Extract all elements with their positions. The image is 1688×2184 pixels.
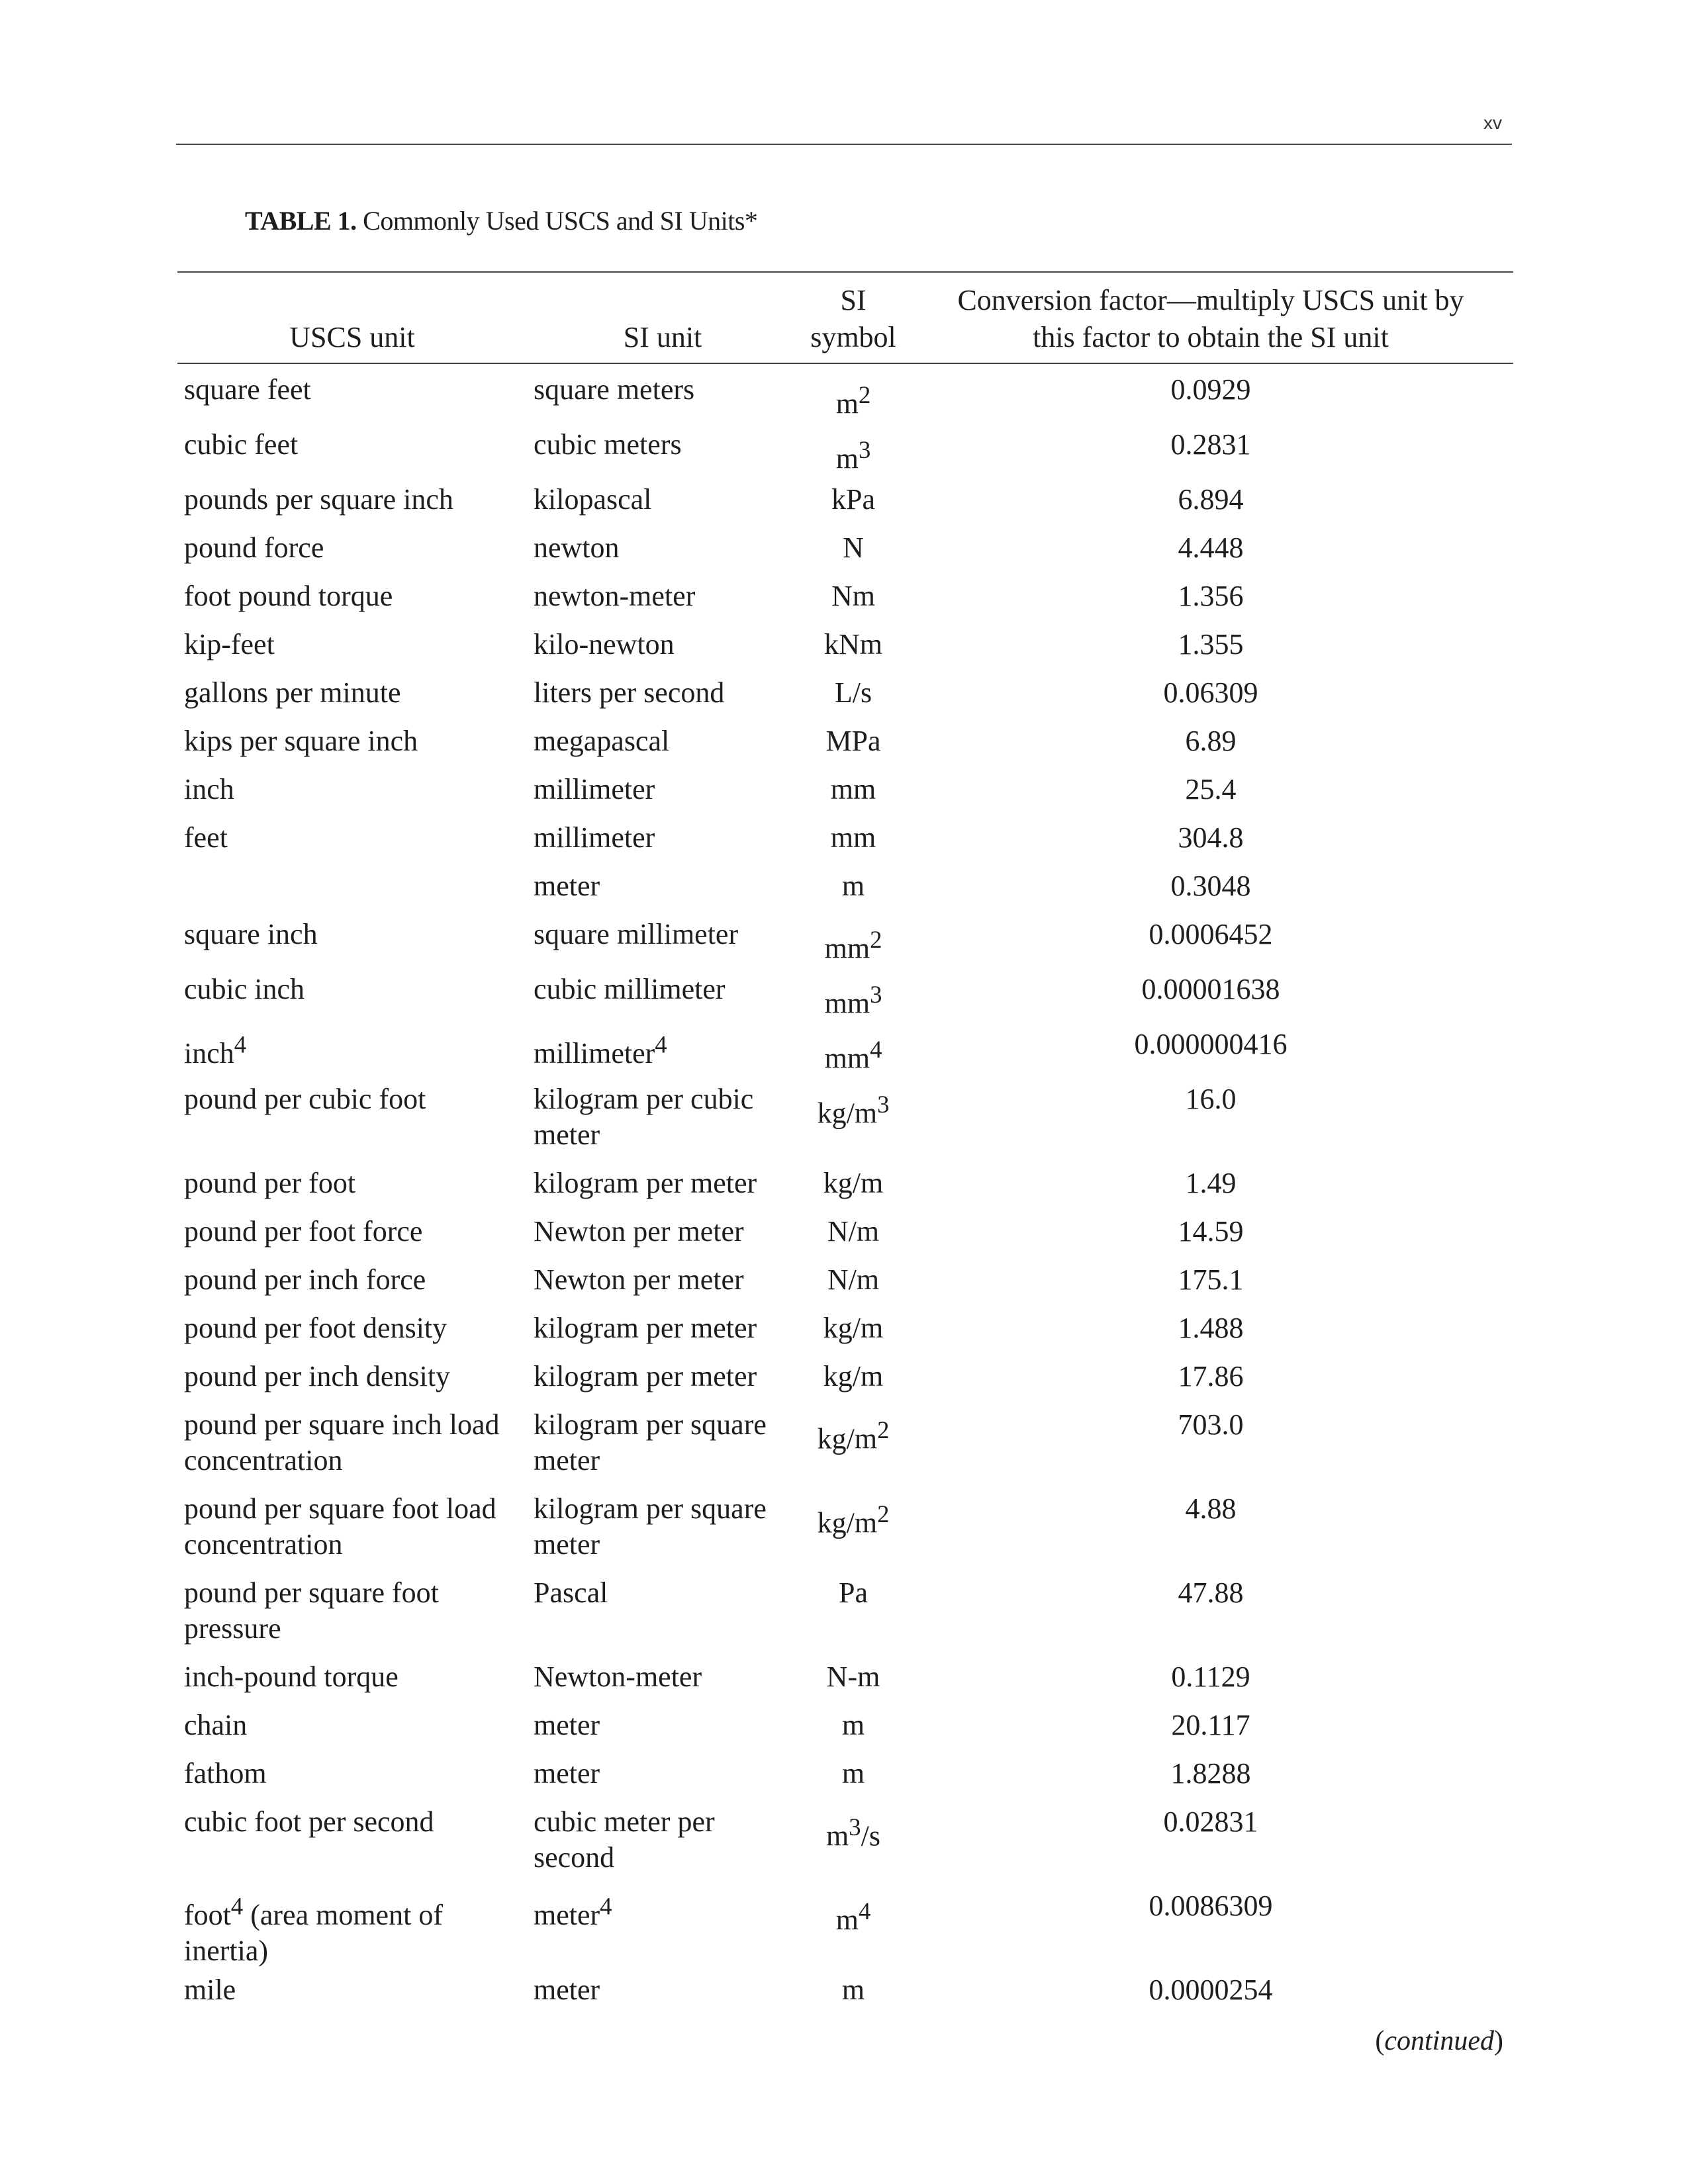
uscs-unit-cell <box>177 772 527 820</box>
si-unit-cell-superscript: 4 <box>655 1030 667 1058</box>
si-symbol-cell-text: m <box>835 1903 859 1936</box>
si-symbol-cell-superscript: 2 <box>870 926 882 953</box>
si-symbol-cell-text: m <box>841 1757 865 1790</box>
si-unit-cell-text: meter <box>534 870 600 902</box>
si-symbol-cell-text: kg/m <box>817 1422 878 1455</box>
si-unit-cell <box>527 1262 798 1310</box>
si-unit-cell <box>527 1972 798 2021</box>
uscs-unit-cell-text: cubic inch <box>184 973 305 1005</box>
si-symbol-cell <box>798 1310 908 1359</box>
uscs-unit-cell-text: kip-feet <box>184 628 275 660</box>
si-unit-cell-text: Newton per meter <box>534 1215 744 1248</box>
si-unit-cell-text: newton-meter <box>534 580 696 612</box>
uscs-unit-cell-text: inch <box>184 1036 234 1069</box>
si-unit-cell <box>527 1359 798 1407</box>
si-symbol-cell-text: kNm <box>824 628 882 660</box>
uscs-unit-cell-text: chain <box>184 1709 248 1741</box>
si-unit-cell <box>527 1081 798 1165</box>
uscs-unit-cell <box>177 1888 527 1972</box>
conversion-factor-cell <box>908 363 1513 427</box>
conversion-factor-cell-text: 6.894 <box>1178 483 1244 516</box>
si-symbol-cell-superscript: 3 <box>858 436 871 463</box>
page-number: xv <box>1483 113 1502 133</box>
si-symbol-cell <box>798 627 908 675</box>
uscs-unit-cell-text: kips per square inch <box>184 725 418 757</box>
si-unit-cell <box>527 917 798 972</box>
si-symbol-cell-suffix: /s <box>861 1819 880 1852</box>
si-unit-cell-text: kilogram per square meter <box>534 1492 767 1561</box>
header-uscs-unit: USCS unit <box>177 272 527 363</box>
header-si-symbol-line1: SI <box>840 284 867 316</box>
uscs-unit-cell-text: pound per square foot load concentration <box>184 1492 496 1561</box>
conversion-factor-cell-text: 6.89 <box>1185 725 1237 757</box>
si-unit-cell-text: meter <box>534 1898 600 1931</box>
table-row <box>177 1081 1513 1165</box>
si-symbol-cell <box>798 972 908 1026</box>
table-row <box>177 1804 1513 1888</box>
si-unit-cell <box>527 1407 798 1491</box>
table-caption <box>245 205 757 236</box>
si-unit-cell-text: kilogram per cubic meter <box>534 1083 754 1151</box>
uscs-unit-cell <box>177 1756 527 1804</box>
si-symbol-cell-text: m <box>835 387 859 420</box>
si-unit-cell <box>527 578 798 627</box>
uscs-unit-cell <box>177 1707 527 1756</box>
si-unit-cell <box>527 1575 798 1659</box>
si-symbol-cell <box>798 1359 908 1407</box>
si-symbol-cell-superscript: 2 <box>877 1416 890 1443</box>
table-caption-title: Commonly Used USCS and SI Units* <box>363 206 758 236</box>
uscs-unit-cell <box>177 1165 527 1214</box>
uscs-unit-cell-superscript: 4 <box>230 1892 244 1919</box>
si-unit-cell <box>527 530 798 578</box>
si-symbol-cell-text: Nm <box>831 580 875 612</box>
si-symbol-cell-text: kg/m <box>823 1312 884 1344</box>
conversion-factor-cell-text: 4.448 <box>1178 531 1244 564</box>
si-symbol-cell-text: kg/m <box>817 1097 878 1130</box>
si-symbol-cell-superscript: 2 <box>858 381 871 408</box>
si-unit-cell-text: meter <box>534 1709 600 1741</box>
si-symbol-cell-superscript: 3 <box>870 981 882 1008</box>
si-unit-cell-text: cubic meters <box>534 428 682 461</box>
conversion-factor-cell <box>908 1214 1513 1262</box>
si-symbol-cell-text: kPa <box>831 483 875 516</box>
uscs-unit-cell <box>177 1359 527 1407</box>
si-symbol-cell-text: N <box>843 531 864 564</box>
si-unit-cell-superscript: 4 <box>600 1892 612 1919</box>
conversion-factor-cell <box>908 1026 1513 1081</box>
si-symbol-cell-text: mm <box>824 1042 870 1075</box>
header-si-symbol-line2: symbol <box>810 321 896 353</box>
table-row <box>177 1214 1513 1262</box>
table-row <box>177 1756 1513 1804</box>
uscs-unit-cell <box>177 675 527 723</box>
si-unit-cell <box>527 1707 798 1756</box>
conversion-factor-cell-text: 0.0086309 <box>1149 1889 1273 1922</box>
si-unit-cell-text: kilo-newton <box>534 628 675 660</box>
header-si-unit: SI unit <box>527 272 798 363</box>
table-row <box>177 772 1513 820</box>
uscs-unit-cell <box>177 917 527 972</box>
table-row <box>177 723 1513 772</box>
conversion-factor-cell-text: 1.8288 <box>1170 1757 1251 1790</box>
si-unit-cell-text: meter <box>534 1974 600 2006</box>
si-unit-cell-text: square meters <box>534 373 695 406</box>
si-unit-cell <box>527 1491 798 1575</box>
si-unit-cell <box>527 1026 798 1081</box>
si-unit-cell <box>527 1310 798 1359</box>
uscs-unit-cell <box>177 972 527 1026</box>
si-symbol-cell <box>798 530 908 578</box>
header-conversion-factor <box>908 272 1513 363</box>
uscs-unit-cell-text: foot pound torque <box>184 580 393 612</box>
si-symbol-cell <box>798 578 908 627</box>
conversion-factor-cell-text: 0.02831 <box>1163 1805 1258 1838</box>
si-symbol-cell-text: kg/m <box>823 1167 884 1199</box>
conversion-factor-cell-text: 0.3048 <box>1170 870 1251 902</box>
si-unit-cell-text: liters per second <box>534 676 725 709</box>
header-factor-line1: Conversion factor—multiply USCS unit by <box>957 284 1464 316</box>
si-unit-cell <box>527 482 798 530</box>
conversion-factor-cell-text: 20.117 <box>1171 1709 1250 1741</box>
si-unit-cell <box>527 723 798 772</box>
uscs-unit-cell-text: pound per square foot pressure <box>184 1576 439 1645</box>
header-rule <box>176 144 1512 145</box>
uscs-unit-cell <box>177 868 527 917</box>
table-row <box>177 627 1513 675</box>
uscs-unit-cell-text: cubic feet <box>184 428 299 461</box>
conversion-factor-cell-text: 0.000000416 <box>1134 1028 1288 1060</box>
conversion-factor-cell-text: 0.0929 <box>1170 373 1251 406</box>
si-symbol-cell-text: kg/m <box>817 1506 878 1539</box>
si-symbol-cell-text: L/s <box>834 676 872 709</box>
si-unit-cell-text: cubic millimeter <box>534 973 726 1005</box>
si-symbol-cell <box>798 1081 908 1165</box>
uscs-unit-cell <box>177 627 527 675</box>
conversion-factor-cell <box>908 1262 1513 1310</box>
table-body <box>177 363 1513 2021</box>
table-row <box>177 1707 1513 1756</box>
si-unit-cell-text: kilogram per square meter <box>534 1408 767 1477</box>
uscs-unit-cell <box>177 1026 527 1081</box>
uscs-unit-cell-text: pound force <box>184 531 324 564</box>
si-unit-cell <box>527 675 798 723</box>
uscs-unit-cell-text: inch-pound torque <box>184 1661 399 1693</box>
uscs-unit-cell <box>177 578 527 627</box>
table-row <box>177 1575 1513 1659</box>
si-symbol-cell-text: N/m <box>827 1215 880 1248</box>
si-unit-cell <box>527 772 798 820</box>
si-unit-cell <box>527 1804 798 1888</box>
uscs-unit-cell <box>177 1491 527 1575</box>
table-row <box>177 868 1513 917</box>
si-unit-cell-text: megapascal <box>534 725 670 757</box>
uscs-unit-cell-text: inch <box>184 773 234 805</box>
si-unit-cell <box>527 1756 798 1804</box>
table-row <box>177 363 1513 427</box>
si-symbol-cell <box>798 1575 908 1659</box>
uscs-unit-cell <box>177 482 527 530</box>
si-unit-cell <box>527 1165 798 1214</box>
si-symbol-cell <box>798 723 908 772</box>
conversion-factor-cell <box>908 1165 1513 1214</box>
si-symbol-cell <box>798 917 908 972</box>
uscs-unit-cell <box>177 820 527 868</box>
uscs-unit-cell-text: foot <box>184 1898 231 1931</box>
continued-text: continued <box>1384 2026 1494 2056</box>
si-symbol-cell <box>798 1026 908 1081</box>
si-unit-cell-text: millimeter <box>534 773 655 805</box>
si-unit-cell <box>527 427 798 482</box>
uscs-unit-cell <box>177 1214 527 1262</box>
si-symbol-cell-text: m <box>841 870 865 902</box>
si-symbol-cell <box>798 1707 908 1756</box>
si-unit-cell-text: kilogram per meter <box>534 1312 757 1344</box>
si-symbol-cell <box>798 1491 908 1575</box>
uscs-unit-cell-text: gallons per minute <box>184 676 401 709</box>
conversion-factor-cell-text: 25.4 <box>1185 773 1237 805</box>
si-unit-cell-text: newton <box>534 531 620 564</box>
uscs-unit-cell <box>177 427 527 482</box>
uscs-unit-cell <box>177 1407 527 1491</box>
table-row <box>177 1888 1513 1972</box>
conversion-factor-cell <box>908 1407 1513 1491</box>
conversion-factor-cell-text: 0.0000254 <box>1149 1974 1273 2006</box>
si-symbol-cell-superscript: 2 <box>877 1500 890 1527</box>
si-unit-cell-text: kilogram per meter <box>534 1360 757 1392</box>
table-row <box>177 578 1513 627</box>
uscs-unit-cell-text: pound per inch force <box>184 1263 426 1296</box>
uscs-unit-cell-text: square inch <box>184 918 318 950</box>
uscs-unit-cell <box>177 1659 527 1707</box>
uscs-unit-cell-text: pounds per square inch <box>184 483 453 516</box>
uscs-unit-cell-text: mile <box>184 1974 236 2006</box>
si-unit-cell-text: Newton-meter <box>534 1661 702 1693</box>
uscs-unit-cell-superscript: 4 <box>234 1030 247 1058</box>
conversion-factor-cell-text: 1.356 <box>1178 580 1244 612</box>
si-unit-cell <box>527 868 798 917</box>
table-row <box>177 530 1513 578</box>
si-symbol-cell <box>798 427 908 482</box>
si-unit-cell <box>527 1659 798 1707</box>
si-unit-cell-text: millimeter <box>534 1036 655 1069</box>
si-symbol-cell-text: m <box>841 1974 865 2006</box>
table-row <box>177 427 1513 482</box>
si-symbol-cell <box>798 1756 908 1804</box>
si-symbol-cell <box>798 1972 908 2021</box>
conversion-factor-cell <box>908 772 1513 820</box>
si-symbol-cell <box>798 363 908 427</box>
uscs-unit-cell <box>177 1804 527 1888</box>
uscs-unit-cell-text: feet <box>184 821 228 854</box>
si-symbol-cell <box>798 1659 908 1707</box>
conversion-factor-cell-text: 0.1129 <box>1171 1661 1250 1693</box>
conversion-factor-cell <box>908 868 1513 917</box>
uscs-unit-cell-text: pound per cubic foot <box>184 1083 426 1115</box>
si-symbol-cell-text: m <box>841 1709 865 1741</box>
si-unit-cell <box>527 627 798 675</box>
si-symbol-cell <box>798 675 908 723</box>
conversion-factor-cell <box>908 1359 1513 1407</box>
conversion-factor-cell <box>908 427 1513 482</box>
si-unit-cell-text: kilogram per meter <box>534 1167 757 1199</box>
conversion-factor-cell <box>908 482 1513 530</box>
uscs-unit-cell <box>177 1310 527 1359</box>
uscs-unit-cell <box>177 1262 527 1310</box>
si-symbol-cell <box>798 1888 908 1972</box>
conversion-table <box>177 271 1513 2021</box>
conversion-factor-cell-text: 0.06309 <box>1163 676 1258 709</box>
conversion-factor-cell-text: 16.0 <box>1185 1083 1237 1115</box>
table-caption-label: TABLE 1. <box>245 206 357 236</box>
si-symbol-cell-text: mm <box>824 987 870 1020</box>
table-row <box>177 917 1513 972</box>
uscs-unit-cell <box>177 1575 527 1659</box>
uscs-unit-cell-text: pound per foot <box>184 1167 356 1199</box>
table-row <box>177 1491 1513 1575</box>
conversion-factor-cell <box>908 820 1513 868</box>
conversion-factor-cell <box>908 1081 1513 1165</box>
si-symbol-cell-text: MPa <box>825 725 881 757</box>
conversion-factor-cell-text: 703.0 <box>1178 1408 1244 1441</box>
conversion-factor-cell <box>908 1804 1513 1888</box>
si-symbol-cell-text: mm <box>830 821 876 854</box>
table-row <box>177 675 1513 723</box>
si-unit-cell-text: meter <box>534 1757 600 1790</box>
uscs-unit-cell-text: pound per inch density <box>184 1360 451 1392</box>
si-unit-cell <box>527 1214 798 1262</box>
si-symbol-cell-text: m <box>826 1819 849 1852</box>
si-unit-cell-text: Newton per meter <box>534 1263 744 1296</box>
conversion-factor-cell <box>908 1972 1513 2021</box>
si-symbol-cell-superscript: 4 <box>858 1897 871 1925</box>
conversion-factor-cell <box>908 917 1513 972</box>
si-symbol-cell-superscript: 3 <box>849 1813 861 1841</box>
conversion-factor-cell-text: 17.86 <box>1178 1360 1244 1392</box>
uscs-unit-cell <box>177 723 527 772</box>
si-unit-cell <box>527 363 798 427</box>
conversion-factor-cell-text: 1.355 <box>1178 628 1244 660</box>
table-row <box>177 1262 1513 1310</box>
table-header <box>177 272 1513 363</box>
conversion-factor-cell-text: 0.00001638 <box>1141 973 1280 1005</box>
conversion-factor-cell <box>908 578 1513 627</box>
conversion-factor-cell <box>908 675 1513 723</box>
uscs-unit-cell <box>177 363 527 427</box>
continued-note: (continued) <box>1375 2026 1503 2056</box>
conversion-factor-cell-text: 0.0006452 <box>1149 918 1273 950</box>
table-row <box>177 1165 1513 1214</box>
si-symbol-cell <box>798 772 908 820</box>
table-row <box>177 1359 1513 1407</box>
conversion-factor-cell <box>908 1310 1513 1359</box>
table-row <box>177 1972 1513 2021</box>
si-unit-cell-text: square millimeter <box>534 918 739 950</box>
si-unit-cell-text: cubic meter per second <box>534 1805 715 1874</box>
si-symbol-cell <box>798 1262 908 1310</box>
header-factor-line2: this factor to obtain the SI unit <box>1033 321 1389 353</box>
conversion-factor-cell-text: 175.1 <box>1178 1263 1244 1296</box>
conversion-factor-cell <box>908 1491 1513 1575</box>
conversion-factor-cell <box>908 1888 1513 1972</box>
uscs-unit-cell-text: fathom <box>184 1757 267 1790</box>
si-symbol-cell-text: Pa <box>839 1576 868 1609</box>
si-unit-cell-text: kilopascal <box>534 483 652 516</box>
si-unit-cell <box>527 1888 798 1972</box>
si-symbol-cell <box>798 1165 908 1214</box>
table-row <box>177 1310 1513 1359</box>
si-symbol-cell <box>798 820 908 868</box>
uscs-unit-cell-text: pound per foot force <box>184 1215 423 1248</box>
si-unit-cell <box>527 820 798 868</box>
table-row <box>177 1407 1513 1491</box>
si-unit-cell-text: Pascal <box>534 1576 608 1609</box>
si-symbol-cell <box>798 1804 908 1888</box>
si-symbol-cell-superscript: 4 <box>870 1036 882 1063</box>
uscs-unit-cell-text: square feet <box>184 373 311 406</box>
conversion-factor-cell-text: 14.59 <box>1178 1215 1244 1248</box>
conversion-factor-cell-text: 47.88 <box>1178 1576 1244 1609</box>
conversion-factor-cell <box>908 972 1513 1026</box>
si-unit-cell <box>527 972 798 1026</box>
si-symbol-cell-text: m <box>835 442 859 475</box>
conversion-factor-cell <box>908 1659 1513 1707</box>
conversion-factor-cell <box>908 723 1513 772</box>
si-unit-cell-text: millimeter <box>534 821 655 854</box>
uscs-unit-cell-text: cubic foot per second <box>184 1805 434 1838</box>
conversion-factor-cell-text: 4.88 <box>1185 1492 1237 1525</box>
si-symbol-cell-text: N-m <box>826 1661 880 1693</box>
conversion-factor-cell <box>908 530 1513 578</box>
si-symbol-cell-text: mm <box>824 932 870 965</box>
si-symbol-cell <box>798 868 908 917</box>
conversion-factor-cell-text: 0.2831 <box>1170 428 1251 461</box>
si-symbol-cell-text: N/m <box>827 1263 880 1296</box>
conversion-factor-cell <box>908 1756 1513 1804</box>
table-row <box>177 972 1513 1026</box>
si-symbol-cell <box>798 482 908 530</box>
conversion-factor-cell <box>908 627 1513 675</box>
conversion-factor-cell-text: 1.488 <box>1178 1312 1244 1344</box>
uscs-unit-cell-text: pound per square inch load concentration <box>184 1408 500 1477</box>
table-row <box>177 1659 1513 1707</box>
si-symbol-cell <box>798 1214 908 1262</box>
table-row <box>177 482 1513 530</box>
conversion-factor-cell <box>908 1575 1513 1659</box>
table-row <box>177 820 1513 868</box>
table-row <box>177 1026 1513 1081</box>
si-symbol-cell-superscript: 3 <box>877 1091 890 1118</box>
si-symbol-cell <box>798 1407 908 1491</box>
si-symbol-cell-text: kg/m <box>823 1360 884 1392</box>
uscs-unit-cell <box>177 530 527 578</box>
uscs-unit-cell-text: pound per foot density <box>184 1312 447 1344</box>
uscs-unit-cell <box>177 1972 527 2021</box>
uscs-unit-cell <box>177 1081 527 1165</box>
uscs-unit-cell-suffix: (area moment of inertia) <box>184 1898 443 1967</box>
conversion-factor-cell-text: 304.8 <box>1178 821 1244 854</box>
si-symbol-cell-text: mm <box>830 773 876 805</box>
header-si-symbol <box>798 272 908 363</box>
conversion-factor-cell-text: 1.49 <box>1185 1167 1237 1199</box>
conversion-factor-cell <box>908 1707 1513 1756</box>
